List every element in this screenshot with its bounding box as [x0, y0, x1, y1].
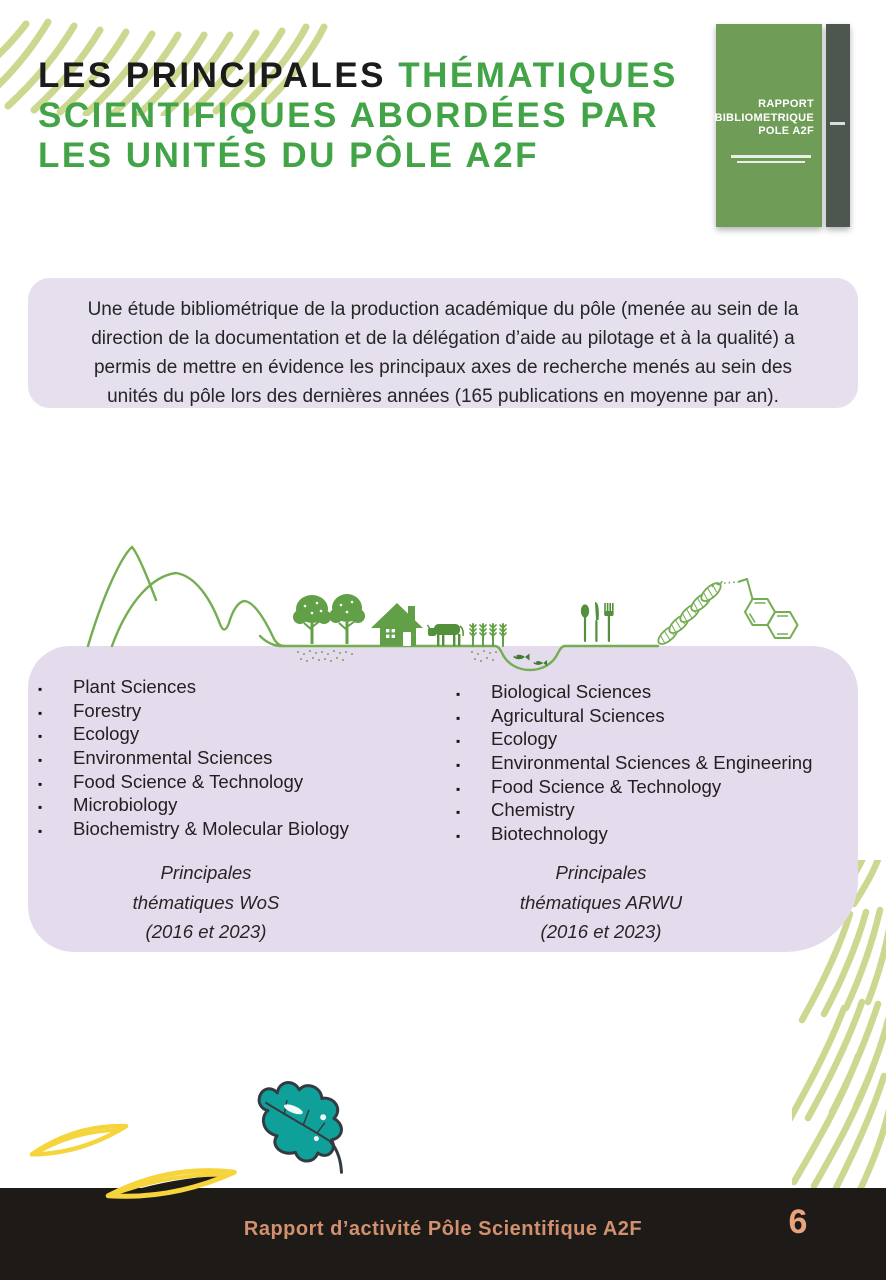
list-item — [38, 675, 443, 699]
theme-label: Food Science & Technology — [73, 770, 304, 792]
arwu-caption — [441, 858, 761, 947]
page-title — [38, 56, 678, 176]
bullet-square-icon: ▪ — [38, 776, 43, 791]
dna-helix-icon — [655, 580, 738, 647]
bullet-square-icon: ▪ — [38, 824, 43, 839]
theme-label: Food Science & Technology — [491, 775, 722, 797]
theme-label: Environmental Sciences & Engineering — [491, 752, 813, 774]
caption-line: (2016 et 2023) — [540, 921, 662, 942]
seed-dots — [297, 650, 497, 662]
bullet-square-icon: ▪ — [456, 710, 461, 725]
bullet-square-icon: ▪ — [456, 687, 461, 701]
bullet-square-icon: ▪ — [456, 829, 461, 844]
theme-label: Biological Sciences — [491, 681, 652, 702]
theme-label: Agricultural Sciences — [491, 704, 665, 726]
bullet-square-icon: ▪ — [38, 705, 43, 720]
tree-icon — [329, 594, 365, 644]
cutlery-icon — [581, 602, 614, 642]
list-item — [456, 798, 876, 822]
theme-label: Forestry — [73, 699, 142, 721]
wos-themes-list — [38, 675, 443, 841]
list-item — [456, 751, 876, 775]
title-line1-black: LES PRINCIPALES — [38, 56, 387, 95]
bullet-square-icon: ▪ — [456, 734, 461, 749]
fish-icon — [513, 654, 547, 666]
title-line-2: SCIENTIFIQUES ABORDÉES PAR — [38, 96, 660, 135]
cover-spine — [826, 24, 850, 227]
caption-line: thématiques ARWU — [519, 891, 683, 913]
list-item — [456, 704, 876, 728]
house-icon — [371, 603, 423, 646]
cover-author-line — [731, 155, 810, 158]
cover-title-line2: BIBLIOMETRIQUE — [714, 111, 814, 124]
list-item — [456, 727, 876, 751]
teal-oak-leaf-icon — [242, 1078, 371, 1181]
list-item — [38, 793, 443, 817]
list-item — [38, 699, 443, 723]
cover-author-line — [737, 161, 804, 164]
crops-icon — [470, 624, 506, 646]
list-item — [38, 722, 443, 746]
intro-paragraph: Une étude bibliométrique de la production académique du pôle (menée au sein de la direction de la documentation et de la délégation d’aide au pilotage et à la qualité) a permis de mettre en évidence les principaux axes de recherche menés au sein des unités du pôle lors des dernières années (165 publications en moyenne par an). — [87, 299, 799, 407]
report-cover-thumbnail — [712, 20, 858, 232]
list-item — [38, 817, 443, 841]
cover-spine-text-placeholder — [830, 122, 845, 125]
caption-line: thématiques WoS — [132, 891, 280, 913]
caption-line: (2016 et 2023) — [145, 921, 267, 942]
molecule-icon — [738, 579, 798, 638]
bullet-square-icon: ▪ — [38, 682, 43, 696]
theme-label: Microbiology — [73, 794, 178, 816]
theme-label: Chemistry — [491, 799, 575, 821]
list-item — [38, 770, 443, 794]
bullet-square-icon: ▪ — [38, 729, 43, 744]
title-line1-green: THÉMATIQUES — [398, 56, 678, 95]
footer-title: Rapport d’activité Pôle Scientifique A2F — [243, 1218, 643, 1240]
cover-title-line1: RAPPORT — [758, 98, 814, 110]
bottom-decorations — [18, 1078, 378, 1210]
theme-label: Ecology — [73, 723, 140, 745]
title-line-1 — [38, 56, 678, 96]
theme-label: Biochemistry & Molecular Biology — [73, 818, 349, 840]
mountains-icon — [88, 547, 284, 646]
bullet-square-icon: ▪ — [456, 758, 461, 773]
list-item — [38, 746, 443, 770]
caption-line: Principales — [160, 862, 252, 883]
intro-text-box — [28, 278, 858, 408]
cover-front — [716, 24, 822, 227]
bullet-square-icon: ▪ — [38, 800, 43, 815]
yellow-leaf-icon — [106, 1166, 235, 1200]
theme-label: Biotechnology — [491, 823, 608, 845]
cover-title — [714, 98, 814, 139]
bullet-square-icon: ▪ — [38, 753, 43, 768]
bullet-square-icon: ▪ — [456, 781, 461, 796]
theme-label: Plant Sciences — [73, 676, 196, 697]
list-item — [456, 775, 876, 799]
caption-line: Principales — [555, 862, 647, 883]
theme-label: Ecology — [491, 728, 558, 750]
title-line-3: LES UNITÉS DU PÔLE A2F — [38, 136, 539, 175]
wos-caption — [46, 858, 366, 947]
bullet-square-icon: ▪ — [456, 805, 461, 820]
theme-label: Environmental Sciences — [73, 747, 273, 769]
page-number: 6 — [788, 1203, 808, 1241]
cow-icon — [428, 624, 464, 646]
yellow-leaf-icon — [29, 1122, 128, 1158]
arwu-themes-list — [456, 680, 876, 846]
list-item — [456, 680, 876, 704]
cover-title-line3: POLE A2F — [758, 125, 814, 137]
cover-authors-placeholder — [728, 152, 814, 166]
list-item — [456, 822, 876, 846]
tree-icon — [293, 595, 331, 644]
